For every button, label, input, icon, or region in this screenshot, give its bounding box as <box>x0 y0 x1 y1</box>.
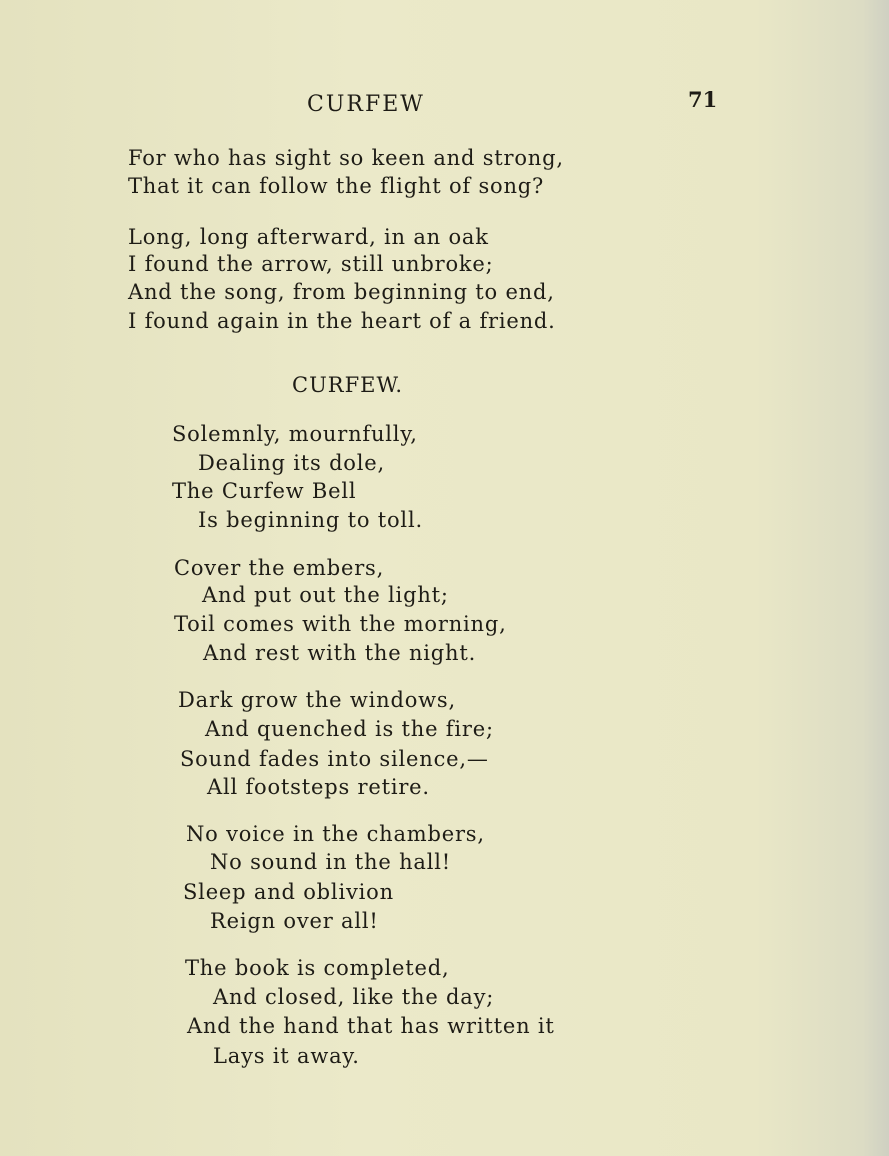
verse-line: And quenched is the fire; <box>205 717 494 741</box>
verse-line: For who has sight so keen and strong, <box>128 146 564 170</box>
verse-line: Dealing its dole, <box>198 451 385 475</box>
verse-line: Sleep and oblivion <box>183 880 394 904</box>
running-head: CURFEW <box>307 92 425 117</box>
verse-line: No voice in the chambers, <box>186 822 485 846</box>
verse-line: No sound in the hall! <box>210 850 451 874</box>
verse-line: Dark grow the windows, <box>178 688 456 712</box>
verse-line: I found again in the heart of a friend. <box>128 309 556 333</box>
verse-line: All footsteps retire. <box>207 775 430 799</box>
verse-line: Reign over all! <box>210 909 379 933</box>
verse-line: And rest with the night. <box>203 641 477 665</box>
verse-line: Toil comes with the morning, <box>174 612 507 636</box>
verse-line: I found the arrow, still unbroke; <box>128 252 494 276</box>
page-number: 71 <box>688 87 718 112</box>
verse-line: And closed, like the day; <box>213 985 495 1009</box>
verse-line: Lays it away. <box>213 1044 360 1068</box>
verse-line: Sound fades into silence,— <box>180 747 489 771</box>
verse-line: And put out the light; <box>202 583 449 607</box>
verse-line: That it can follow the flight of song? <box>128 174 545 198</box>
verse-line: Solemnly, mournfully, <box>172 422 418 446</box>
verse-line: And the hand that has written it <box>187 1014 555 1038</box>
verse-line: Long, long afterward, in an oak <box>128 225 489 249</box>
verse-line: And the song, from beginning to end, <box>128 280 555 304</box>
poem-title: CURFEW. <box>292 373 404 397</box>
verse-line: The book is completed, <box>185 956 450 980</box>
verse-line: Is beginning to toll. <box>198 508 423 532</box>
verse-line: The Curfew Bell <box>172 479 357 503</box>
verse-line: Cover the embers, <box>174 556 385 580</box>
